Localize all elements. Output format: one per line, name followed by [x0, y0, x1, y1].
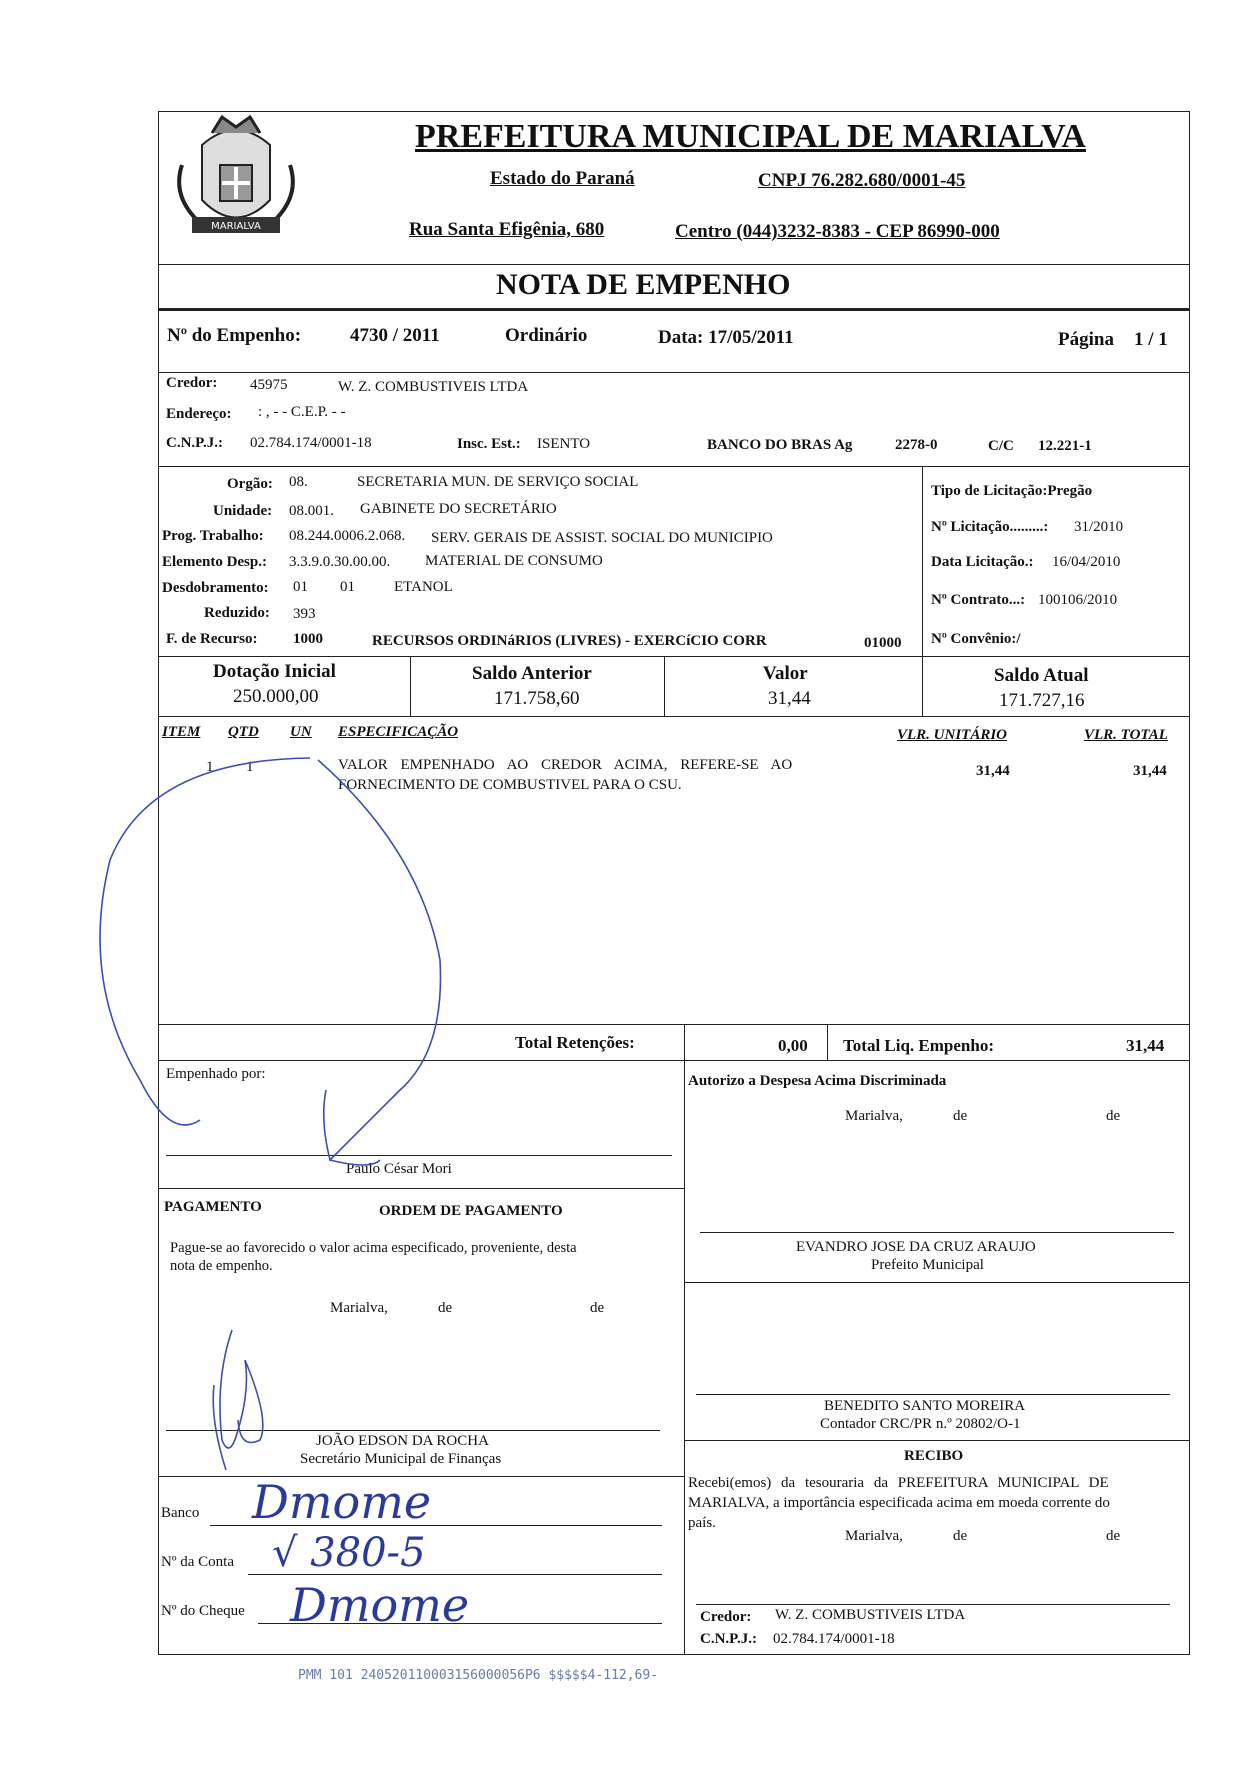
cc-label: C/C: [988, 438, 1014, 454]
orgao-label: Orgão:: [227, 476, 273, 492]
recibo-credor: W. Z. COMBUSTIVEIS LTDA: [775, 1607, 966, 1623]
contador-name: BENEDITO SANTO MOREIRA: [824, 1398, 1026, 1414]
col-vlr-unitario: VLR. UNITÁRIO: [897, 727, 1008, 743]
liquido-value: 31,44: [1126, 1036, 1165, 1055]
empenhado-label: Empenhado por:: [166, 1066, 266, 1082]
col-item: ITEM: [162, 724, 201, 740]
recibo-label: RECIBO: [904, 1448, 964, 1464]
credor-cnpj-label: C.N.P.J.:: [166, 435, 223, 451]
cnpj-header: CNPJ 76.282.680/0001-45: [758, 170, 966, 191]
desdobramento-desc: ETANOL: [394, 579, 453, 595]
pagamento-de2: de: [590, 1300, 605, 1316]
document-title: NOTA DE EMPENHO: [496, 268, 791, 301]
dotacao-inicial-label: Dotação Inicial: [213, 661, 336, 682]
licitacao-number: 31/2010: [1074, 519, 1124, 535]
prog-code: 08.244.0006.2.068.: [289, 528, 406, 544]
prog-desc: SERV. GERAIS DE ASSIST. SOCIAL DO MUNICIPIO: [431, 530, 773, 546]
pagamento-label: PAGAMENTO: [164, 1199, 262, 1215]
item-espec-line2: FORNECIMENTO DE COMBUSTIVEL PARA O CSU.: [338, 777, 682, 793]
address-rest: Centro (044)3232-8383 - CEP 86990-000: [675, 221, 1000, 242]
unidade-desc: GABINETE DO SECRETÁRIO: [360, 501, 557, 517]
endereco-label: Endereço:: [166, 406, 232, 422]
credor-code: 45975: [250, 377, 288, 393]
retencoes-label: Total Retenções:: [515, 1033, 635, 1052]
item-vlr-total: 31,44: [1133, 763, 1167, 779]
conta-handwriting: √ 380-5: [272, 1530, 426, 1576]
unidade-label: Unidade:: [213, 503, 273, 519]
elemento-label: Elemento Desp.:: [162, 554, 267, 570]
recibo-cnpj-label: C.N.P.J.:: [700, 1631, 757, 1647]
secretario-name: JOÃO EDSON DA ROCHA: [316, 1433, 489, 1449]
street-address: Rua Santa Efigênia, 680: [409, 219, 605, 240]
credor-cnpj: 02.784.174/0001-18: [250, 435, 372, 451]
recibo-text-3: país.: [688, 1515, 716, 1531]
crest-label: MARIALVA: [211, 221, 261, 232]
item-espec-line1: VALOR EMPENHADO AO CREDOR ACIMA, REFERE-SE AO: [338, 757, 793, 773]
recibo-text-1: Recebi(emos) da tesouraria da PREFEITURA MUNICIPAL DE: [688, 1475, 1109, 1491]
secretario-cargo: Secretário Municipal de Finanças: [300, 1451, 502, 1467]
orgao-desc: SECRETARIA MUN. DE SERVIÇO SOCIAL: [357, 474, 639, 490]
page-title: PREFEITURA MUNICIPAL DE MARIALVA: [415, 118, 1086, 155]
fonte-cod: 01000: [864, 635, 902, 651]
valor-label: Valor: [763, 663, 808, 684]
ordem-pagamento-label: ORDEM DE PAGAMENTO: [379, 1203, 563, 1219]
fonte-label: F. de Recurso:: [166, 631, 258, 647]
page-number: 1 / 1: [1134, 329, 1168, 350]
reduzido-label: Reduzido:: [204, 605, 270, 621]
desdobramento-b: 01: [340, 579, 355, 595]
pagamento-text-1: Pague-se ao favorecido o valor acima especificado, proveniente, desta: [170, 1240, 577, 1256]
empenhado-name: Paulo César Mori: [346, 1161, 452, 1177]
col-especificacao: ESPECIFICAÇÃO: [338, 724, 459, 740]
elemento-desc: MATERIAL DE CONSUMO: [425, 553, 603, 569]
convenio-label: Nº Convênio:/: [931, 631, 1021, 647]
recibo-text-2: MARIALVA, a importância especificada acima em moeda corrente do: [688, 1495, 1110, 1511]
footer-code: PMM 101 240520110003156000056P6 $$$$$4-112,69-: [298, 1668, 659, 1683]
page-label: Página: [1058, 329, 1114, 350]
recibo-cnpj: 02.784.174/0001-18: [773, 1631, 895, 1647]
fonte-desc: RECURSOS ORDINáRIOS (LIVRES) - EXERCíCIO CORR: [372, 633, 767, 649]
item-qtd: 1: [246, 759, 254, 775]
reduzido-value: 393: [293, 606, 316, 622]
licitacao-number-label: Nº Licitação.........:: [931, 519, 1049, 535]
pagamento-text-2: nota de empenho.: [170, 1258, 273, 1274]
valor-value: 31,44: [768, 688, 811, 709]
contrato-label: Nº Contrato...:: [931, 592, 1026, 608]
contrato-value: 100106/2010: [1038, 592, 1118, 608]
bank-name: BANCO DO BRAS Ag: [707, 437, 853, 453]
saldo-anterior-label: Saldo Anterior: [472, 663, 592, 684]
liquido-label: Total Liq. Empenho:: [843, 1036, 994, 1055]
banco-handwriting: Dmome: [252, 1475, 432, 1529]
autorizo-city: Marialva,: [845, 1108, 903, 1124]
pagamento-de1: de: [438, 1300, 453, 1316]
banco-label: Banco: [161, 1505, 200, 1521]
recibo-city: Marialva,: [845, 1528, 903, 1544]
licitacao-type: Tipo de Licitação:Pregão: [931, 483, 1093, 499]
cheque-handwriting: Dmome: [290, 1578, 470, 1632]
endereco-value: : , - - C.E.P. - -: [258, 404, 346, 420]
prefeito-cargo: Prefeito Municipal: [871, 1257, 984, 1273]
insc-value: ISENTO: [537, 436, 591, 452]
bank-agency: 2278-0: [895, 437, 938, 453]
saldo-atual-value: 171.727,16: [999, 690, 1085, 711]
prefeito-name: EVANDRO JOSE DA CRUZ ARAUJO: [796, 1239, 1036, 1255]
item-vlr-unitario: 31,44: [976, 763, 1010, 779]
autorizo-label: Autorizo a Despesa Acima Discriminada: [688, 1073, 947, 1089]
insc-label: Insc. Est.:: [457, 436, 521, 452]
unidade-code: 08.001.: [289, 503, 334, 519]
recibo-de1: de: [953, 1528, 968, 1544]
empenho-date: Data: 17/05/2011: [658, 327, 794, 348]
recibo-de2: de: [1106, 1528, 1121, 1544]
contador-cargo: Contador CRC/PR n.º 20802/O-1: [820, 1416, 1021, 1432]
dotacao-inicial-value: 250.000,00: [233, 686, 319, 707]
empenho-number: 4730 / 2011: [350, 325, 440, 346]
saldo-atual-label: Saldo Atual: [994, 665, 1089, 686]
credor-name: W. Z. COMBUSTIVEIS LTDA: [338, 379, 529, 395]
col-vlr-total: VLR. TOTAL: [1084, 727, 1168, 743]
credor-label: Credor:: [166, 375, 218, 391]
prog-label: Prog. Trabalho:: [162, 528, 264, 544]
col-un: UN: [290, 724, 312, 740]
cheque-label: Nº do Cheque: [161, 1603, 245, 1619]
saldo-anterior-value: 171.758,60: [494, 688, 580, 709]
empenho-type: Ordinário: [505, 325, 588, 346]
recibo-credor-label: Credor:: [700, 1609, 752, 1625]
conta-label: Nº da Conta: [161, 1554, 234, 1570]
pagamento-city: Marialva,: [330, 1300, 388, 1316]
empenho-number-label: Nº do Empenho:: [167, 325, 302, 346]
desdobramento-label: Desdobramento:: [162, 580, 269, 596]
col-qtd: QTD: [228, 724, 259, 740]
cc-value: 12.221-1: [1038, 438, 1092, 454]
fonte-code: 1000: [293, 631, 323, 647]
licitacao-date: 16/04/2010: [1052, 554, 1121, 570]
elemento-code: 3.3.9.0.30.00.00.: [289, 554, 391, 570]
licitacao-date-label: Data Licitação.:: [931, 554, 1034, 570]
orgao-code: 08.: [289, 474, 308, 490]
autorizo-de2: de: [1106, 1108, 1121, 1124]
autorizo-de1: de: [953, 1108, 968, 1124]
state-name: Estado do Paraná: [490, 168, 635, 189]
item-number: 1: [206, 759, 214, 775]
desdobramento-a: 01: [293, 579, 308, 595]
retencoes-value: 0,00: [778, 1036, 808, 1055]
